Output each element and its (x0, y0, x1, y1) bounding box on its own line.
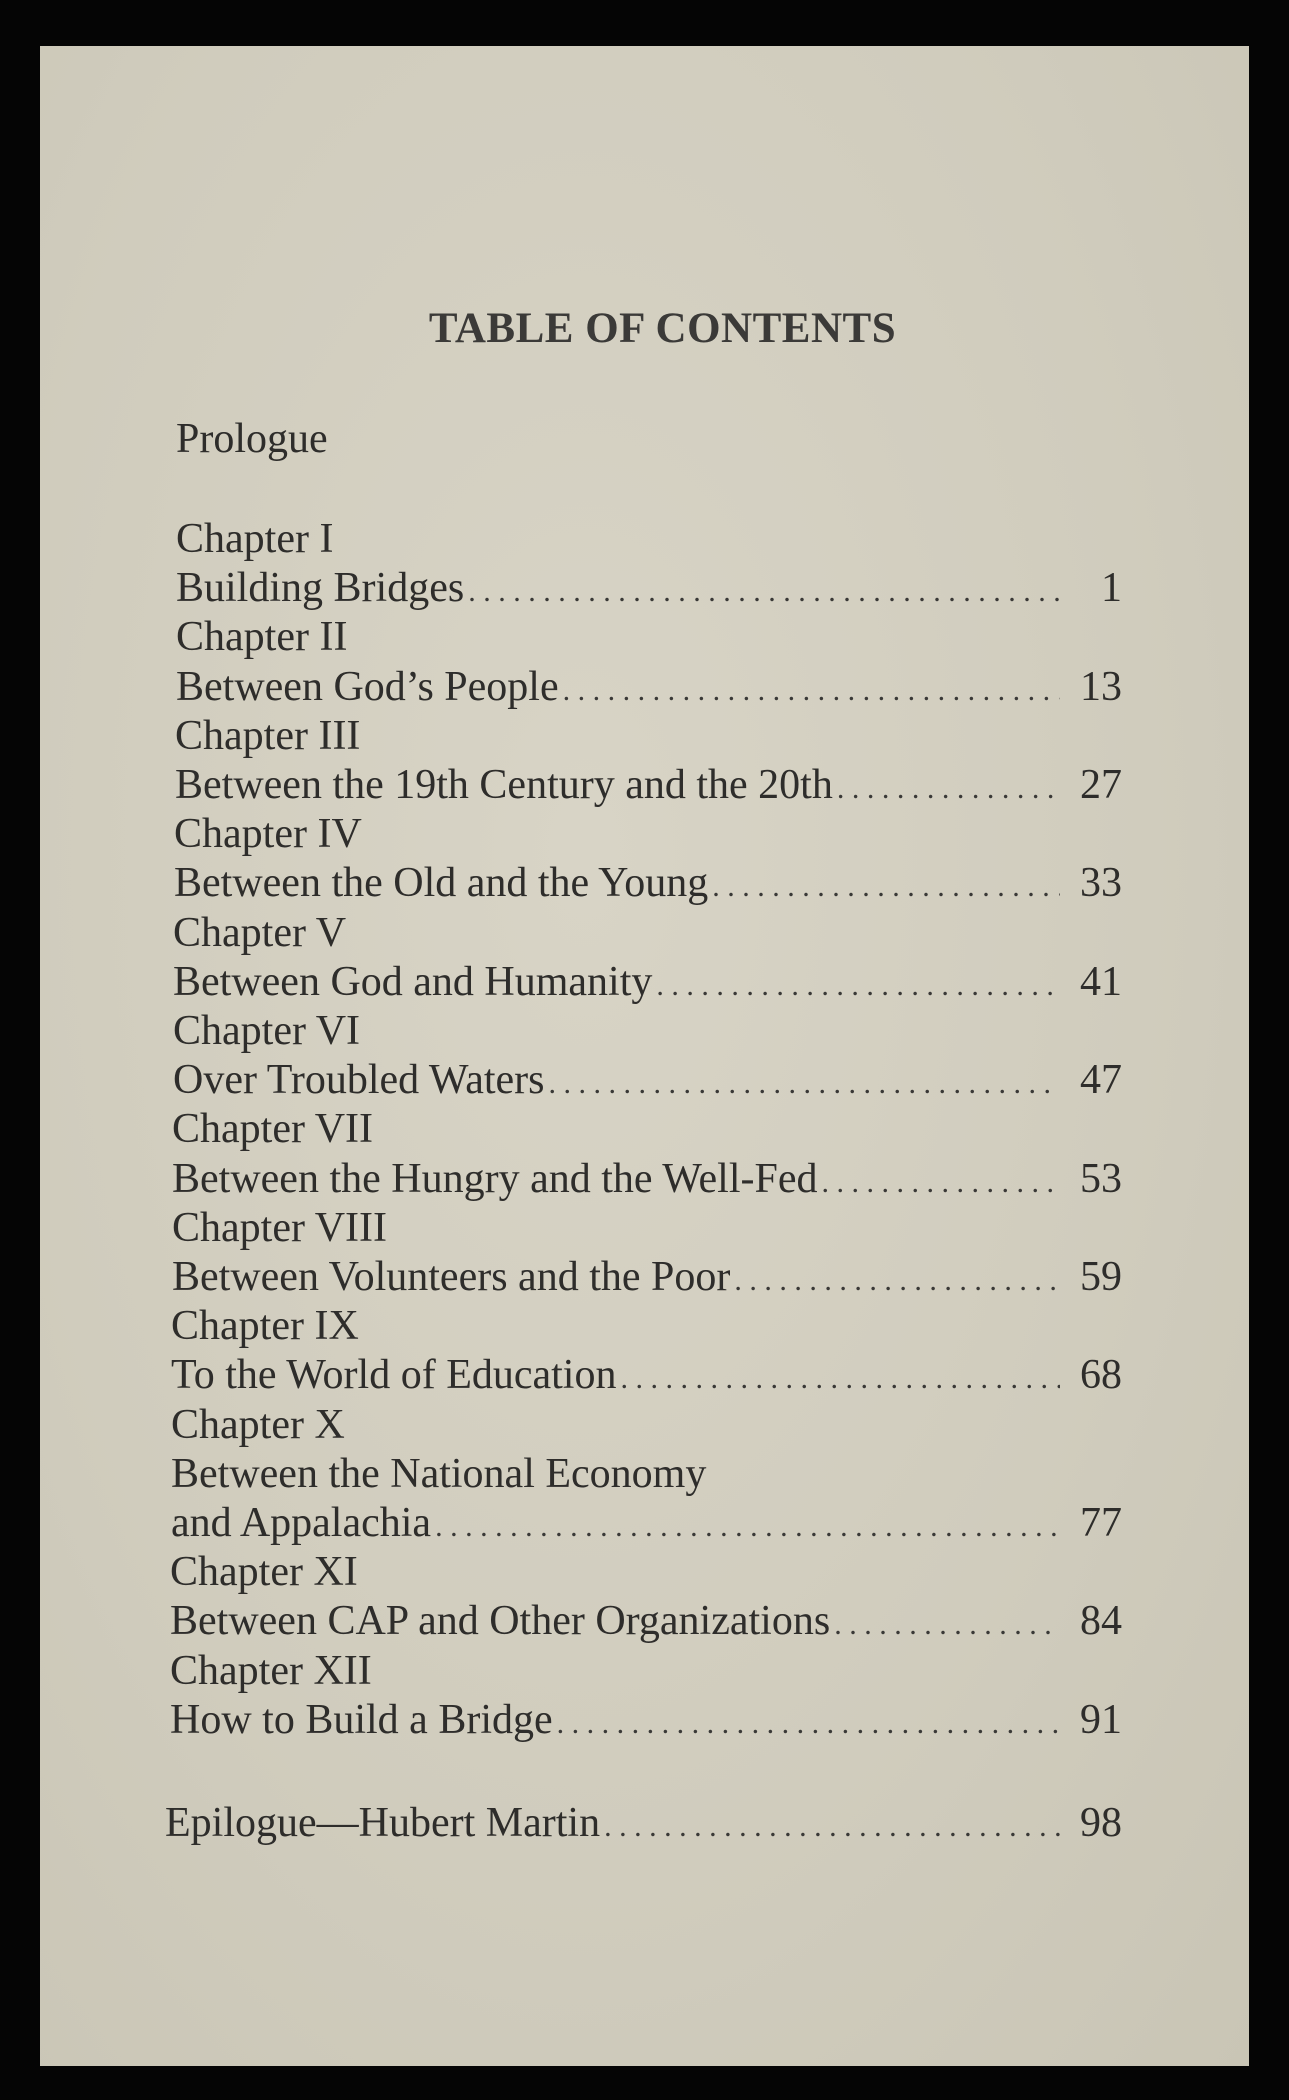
chapter-title: To the World of Education (171, 1352, 617, 1399)
chapter-title-line (172, 1154, 1122, 1208)
chapter-title: Between the Hungry and the Well-Fed (172, 1155, 818, 1202)
chapter-heading: Chapter VII (172, 1106, 373, 1153)
chapter-heading-line (170, 1646, 372, 1696)
chapter-title-line (170, 1596, 1122, 1650)
page-number: 53 (1080, 1155, 1122, 1202)
chapter-heading-line (176, 612, 347, 662)
chapter-heading-line (173, 1006, 360, 1056)
dot-leader (435, 1502, 1060, 1552)
chapter-title: Between the National Economy (171, 1450, 707, 1497)
prologue-label-line (176, 414, 328, 464)
page-number: 91 (1080, 1696, 1122, 1743)
dot-leader (712, 862, 1060, 912)
dot-leader (563, 666, 1060, 716)
page-number: 84 (1080, 1598, 1122, 1645)
epilogue-title-line (165, 1798, 1122, 1852)
chapter-title-line (170, 1695, 1122, 1749)
dot-leader (468, 567, 1060, 617)
chapter-heading-line (170, 1547, 358, 1597)
chapter-title: Between the 19th Century and the 20th (175, 762, 833, 808)
page-number: 27 (1080, 762, 1122, 808)
chapter-heading-line (172, 1104, 373, 1154)
dot-leader (837, 764, 1060, 814)
chapter-heading: Chapter III (175, 712, 361, 759)
chapter-title: and Appalachia (171, 1500, 432, 1546)
chapter-title: Between God and Humanity (173, 958, 653, 1005)
chapter-title-line (175, 760, 1122, 814)
chapter-heading: Chapter V (173, 909, 347, 956)
dot-leader (822, 1158, 1060, 1208)
page-number: 13 (1080, 663, 1122, 710)
chapter-heading: Chapter II (176, 614, 348, 661)
chapter-title-line (171, 1350, 1122, 1404)
dot-leader (557, 1699, 1060, 1749)
chapter-heading: Chapter X (171, 1401, 345, 1448)
dot-leader (620, 1354, 1060, 1404)
chapter-title: How to Build a Bridge (170, 1696, 553, 1743)
page-number: 59 (1080, 1254, 1122, 1300)
chapter-heading-line (171, 1400, 345, 1450)
chapter-title-line (174, 858, 1122, 912)
chapter-heading-line (175, 711, 360, 761)
chapter-title: Over Troubled Waters (173, 1057, 545, 1104)
page-number: 77 (1080, 1500, 1122, 1546)
chapter-heading-line (173, 908, 346, 958)
book-page (40, 46, 1249, 2066)
chapter-title-line (176, 662, 1122, 716)
chapter-title: Between CAP and Other Organizations (170, 1598, 831, 1645)
chapter-heading: Chapter XI (170, 1549, 358, 1596)
prologue-label: Prologue (176, 416, 328, 462)
page-number: 68 (1080, 1352, 1122, 1399)
chapter-heading-line (172, 1203, 387, 1253)
chapter-title-line (173, 1055, 1122, 1109)
page-number: 41 (1080, 958, 1122, 1005)
page-title: TABLE OF CONTENTS (428, 305, 897, 352)
chapter-heading: Chapter I (176, 516, 334, 562)
chapter-title-line (171, 1498, 1122, 1552)
page-number: 1 (1101, 565, 1122, 612)
chapter-heading-line (171, 1301, 359, 1351)
dot-leader (834, 1600, 1060, 1650)
chapter-heading: Chapter VI (173, 1008, 361, 1054)
chapter-heading: Chapter IV (174, 811, 362, 858)
chapter-heading: Chapter VIII (172, 1204, 387, 1251)
page-number: 47 (1080, 1057, 1122, 1104)
dot-leader (656, 961, 1060, 1011)
toc-list (40, 46, 1249, 2066)
chapter-heading-line (174, 809, 362, 859)
chapter-title-line (173, 957, 1122, 1011)
chapter-title: Between Volunteers and the Poor (172, 1254, 731, 1300)
chapter-title-line (176, 563, 1122, 617)
page-number: 33 (1080, 860, 1122, 907)
chapter-title: Between the Old and the Young (174, 860, 709, 907)
chapter-title: Between God’s People (176, 663, 559, 710)
epilogue-title: Epilogue—Hubert Martin (165, 1800, 601, 1846)
chapter-title: Building Bridges (176, 565, 465, 612)
dot-leader (548, 1059, 1060, 1109)
chapter-heading-line (176, 514, 333, 564)
chapter-title-line (172, 1252, 1122, 1306)
dot-leader (604, 1802, 1060, 1852)
chapter-heading: Chapter XII (170, 1647, 372, 1694)
page-number: 98 (1080, 1800, 1122, 1846)
chapter-heading: Chapter IX (171, 1303, 359, 1350)
chapter-title-line (171, 1449, 706, 1499)
dot-leader (734, 1256, 1060, 1306)
